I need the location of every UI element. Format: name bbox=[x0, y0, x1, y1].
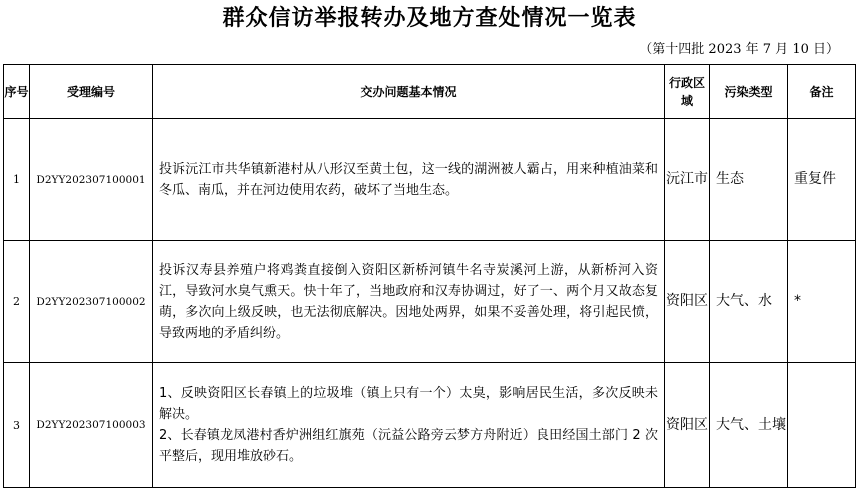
row-desc bbox=[153, 363, 665, 488]
table-row bbox=[4, 241, 856, 363]
row-seq: 1 bbox=[4, 119, 30, 241]
row-desc-line: 投诉汉寿县养殖户将鸡粪直接倒入资阳区新桥河镇牛名寺炭溪河上游，从新桥河入资江，导致河水臭气熏天。快十年了，当地政府和汉寿协调过，好了一、两个月又故态复萌，多次向上级反映，也无法彻底解决。因地处两界，如果不妥善处理，将引起民愤，导致两地的矛盾纠纷。 bbox=[159, 262, 658, 341]
table-row bbox=[4, 363, 856, 488]
row-desc-line: 2、长春镇龙凤港村香炉洲组红旗苑（沅益公路旁云梦方舟附近）良田经国土部门 2 次平整后，现用堆放砂石。 bbox=[159, 428, 658, 464]
batch-date: （第十四批 2023 年 7 月 10 日） bbox=[639, 42, 839, 57]
row-desc bbox=[153, 119, 665, 241]
header-note: 备注 bbox=[788, 65, 856, 119]
row-desc-line: 1、反映资阳区长春镇上的垃圾堆（镇上只有一个）太臭，影响居民生活，多次反映未解决。 bbox=[159, 386, 658, 422]
row-ptype: 大气、土壤 bbox=[710, 363, 788, 488]
row-note bbox=[788, 363, 856, 488]
header-area: 行政区域 bbox=[665, 65, 710, 119]
row-desc-line: 投诉沅江市共华镇新港村从八形汉至黄土包，这一线的湖洲被人霸占，用来种植油菜和冬瓜、南瓜，并在河边使用农药，破坏了当地生态。 bbox=[159, 161, 658, 198]
table-header-row bbox=[4, 65, 856, 119]
table-row bbox=[4, 119, 856, 241]
report-table bbox=[3, 64, 856, 488]
header-desc: 交办问题基本情况 bbox=[153, 65, 665, 119]
header-code: 受理编号 bbox=[30, 65, 153, 119]
row-seq: 2 bbox=[4, 241, 30, 363]
header-ptype: 污染类型 bbox=[710, 65, 788, 119]
row-ptype: 生态 bbox=[710, 119, 788, 241]
row-area: 资阳区 bbox=[665, 363, 710, 488]
row-desc bbox=[153, 241, 665, 363]
row-area: 资阳区 bbox=[665, 241, 710, 363]
row-note: * bbox=[788, 241, 856, 363]
row-area: 沅江市 bbox=[665, 119, 710, 241]
row-code: D2YY202307100003 bbox=[30, 363, 153, 488]
page-title: 群众信访举报转办及地方查处情况一览表 bbox=[222, 5, 637, 31]
row-seq: 3 bbox=[4, 363, 30, 488]
header-seq: 序号 bbox=[4, 65, 30, 119]
row-code: D2YY202307100001 bbox=[30, 119, 153, 241]
row-code: D2YY202307100002 bbox=[30, 241, 153, 363]
row-ptype: 大气、水 bbox=[710, 241, 788, 363]
row-note: 重复件 bbox=[788, 119, 856, 241]
